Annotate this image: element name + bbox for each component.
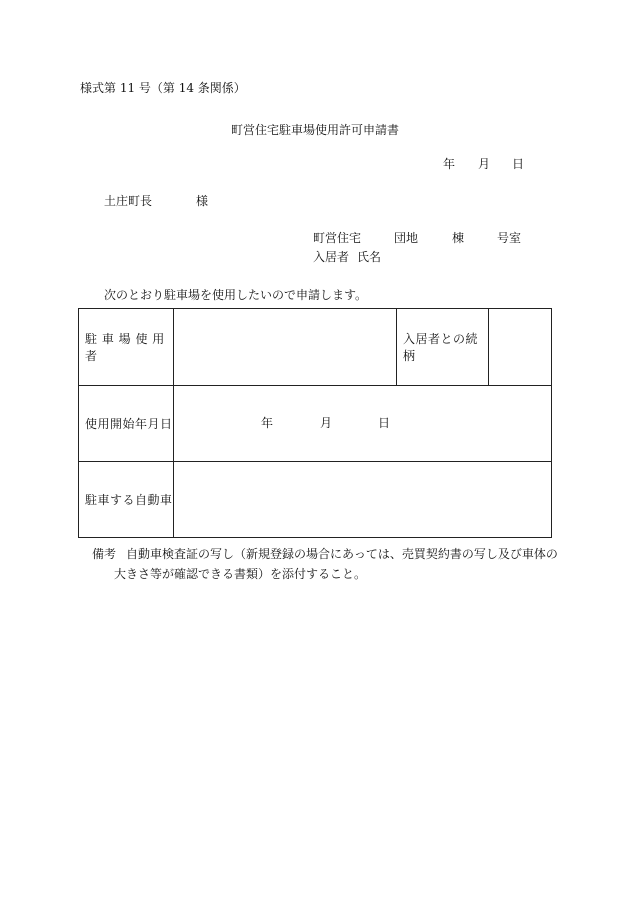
start-date-day: 日: [378, 416, 391, 430]
applicant-room: 号室: [497, 231, 522, 245]
page-title: 町営住宅駐車場使用許可申請書: [230, 123, 399, 137]
table-row-user: [79, 309, 551, 386]
remarks-line-2: 大きさ等が確認できる書類）を添付すること。: [114, 567, 367, 581]
vehicle-value-cell[interactable]: [174, 462, 551, 537]
start-date-value-cell[interactable]: [174, 386, 551, 461]
addressee-office: 土庄町長: [104, 194, 153, 208]
user-label-cell: [79, 309, 174, 385]
applicant-name: 氏名: [357, 250, 382, 264]
applicant-housing: 町営住宅: [313, 231, 362, 245]
vehicle-label: 駐車する自動車: [85, 493, 173, 507]
form-number: 様式第 11 号（第 14 条関係）: [80, 81, 246, 95]
applicant-building: 棟: [452, 231, 465, 245]
applicant-resident: 入居者: [313, 250, 350, 264]
table-row-vehicle: [79, 462, 551, 537]
date-year: 年: [443, 157, 456, 171]
applicant-complex: 団地: [394, 231, 419, 245]
start-date-label: 使用開始年月日: [85, 417, 173, 431]
relation-value-cell[interactable]: [489, 309, 551, 385]
start-date-month: 月: [320, 416, 333, 430]
table-row-start-date: [79, 386, 551, 462]
start-date-label-cell: [79, 386, 174, 461]
application-table: [78, 308, 552, 538]
date-month: 月: [478, 157, 491, 171]
date-day: 日: [512, 157, 525, 171]
start-date-year: 年: [261, 416, 274, 430]
relation-label-cell: [397, 309, 489, 385]
vehicle-label-cell: [79, 462, 174, 537]
intro-text: 次のとおり駐車場を使用したいので申請します。: [104, 288, 368, 302]
remarks-heading: 備考: [92, 547, 117, 561]
user-value-cell[interactable]: [174, 309, 397, 385]
remarks-line-1: 自動車検査証の写し（新規登録の場合にあっては、売買契約書の写し及び車体の: [126, 547, 558, 561]
addressee-honorific: 様: [196, 194, 209, 208]
relation-label: 入居者との続柄: [403, 332, 479, 363]
user-label: 駐 車 場 使 用 者: [85, 332, 165, 363]
